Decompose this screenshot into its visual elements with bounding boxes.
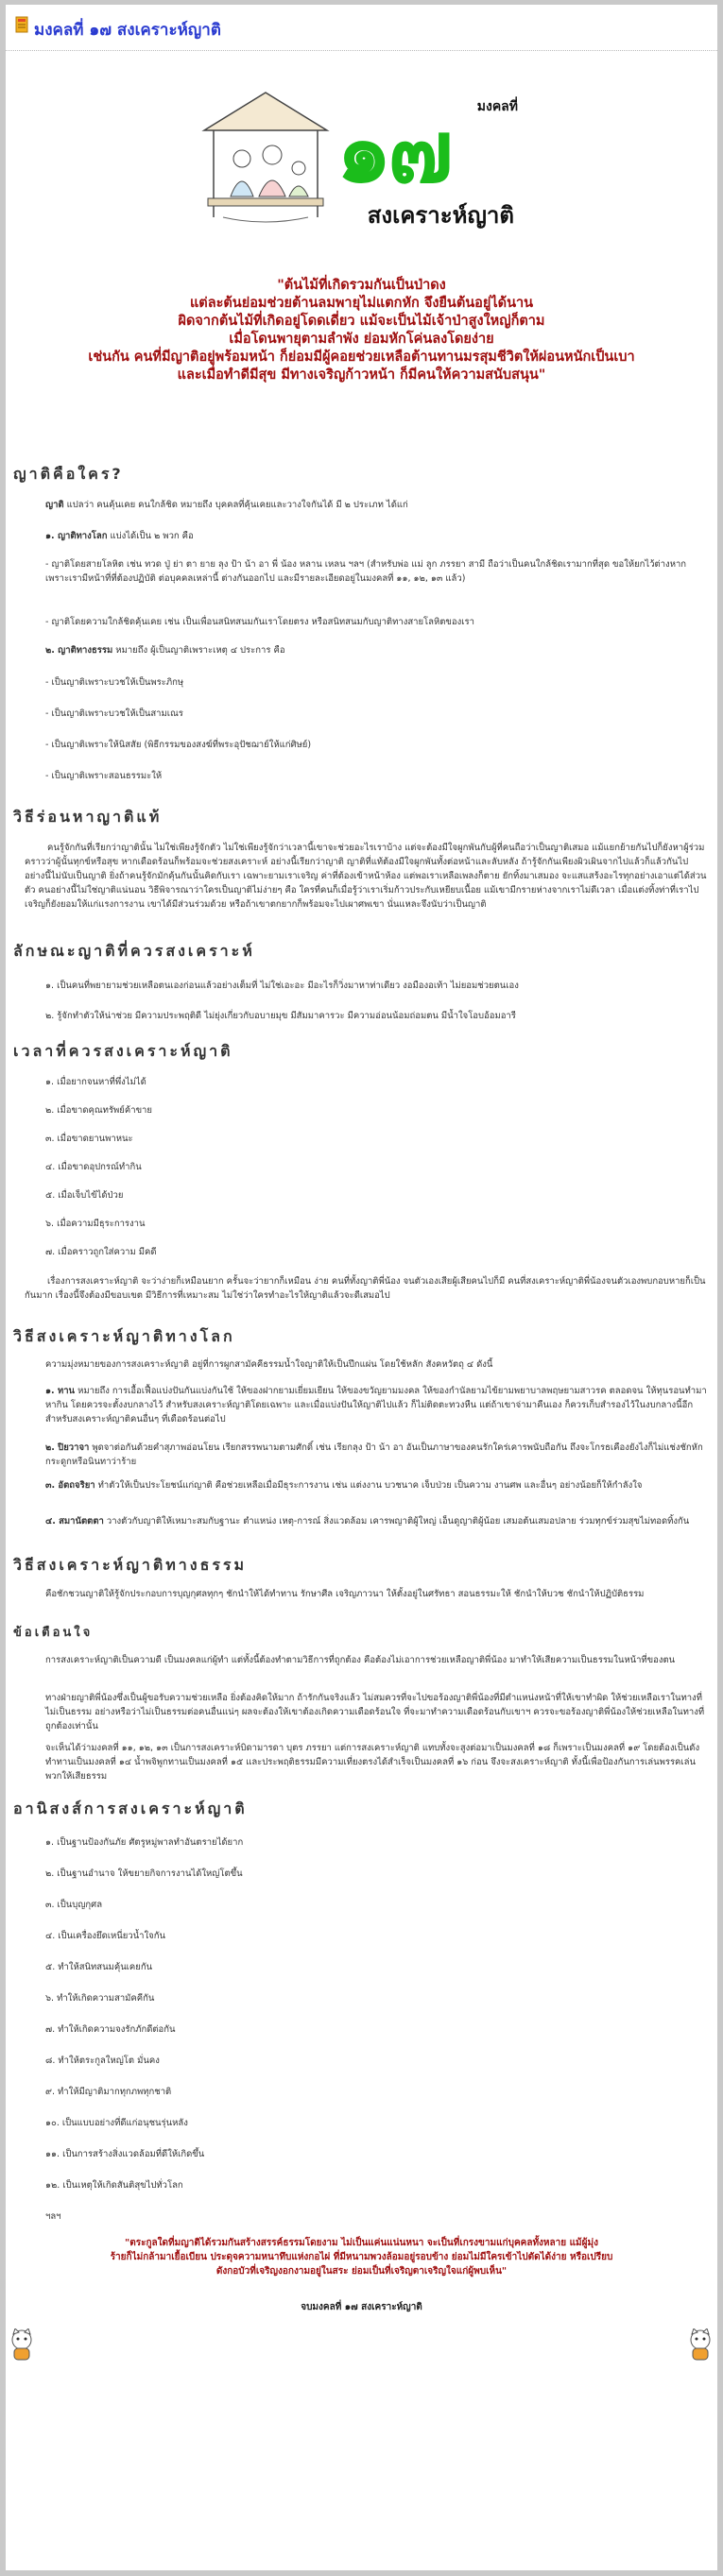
- text: หมายถึง การเอื้อเฟื้อแบ่งปันกันแบ่งกันใช้ ให้ของฝากยามเยี่ยมเยียน ให้ของขวัญยามมงคล ให้ของกำนัลยามไข้ยามพยาบาลพฤษยามสาวรค ตลอดจน ให้ทุนรอนทำมาหากิน โดยควรจะตั้งงบกลางไว้ สำหรับสงเคราะห์ญาติโดยเฉพาะ และเมื่อแบ่งปันให้ญาติไปแล้ว ก็ไม่ติดตะทวงหืน แต่ถ้าเขาจ่ามาคืนเอง ก็ควรเก็บสำรองไว้ในงบกลางนี้อีก สำหรับสงเคราะห์ญาติคนอื่นๆ ที่เดือดร้อนต่อไป: [45, 1386, 707, 1424]
- list-item: ๑. เป็นคนที่พยายามช่วยเหลือตนเองก่อนแล้วอย่างเต็มที่ ไม่ใช่เอะอะ มีอะไรก็วิ่งมาหาท่าเดียว งอมืองอเท้า ไม่ยอมช่วยตนเอง: [45, 981, 519, 991]
- quote-line: เช่นกัน คนที่มีญาติอยู่พร้อมหน้า ก็ย่อมมีผู้คอยช่วยเหลือต้านทานมรสุมชีวิตให้ผ่อนหนักเป็นเบา: [88, 350, 635, 365]
- section-heading: ลักษณะญาติที่ควรสงเคราะห์: [13, 942, 255, 960]
- paragraph: เรื่องการสงเคราะห์ญาติ จะว่าง่ายก็เหมือนยาก ครั้นจะว่ายากก็เหมือน ง่าย คนที่ทั้งญาติพี่น้อง จนตัวเองเสียผู้เสียคนไปก็มี คนที่สงเคราะห์ญาติพี่น้องจนตัวเองพบกอบหายก็เป็นกันมาก เรื่องนี้จึงต้องมีขอบเขต มีวิธีการที่เหมาะสม ไม่ใช่ว่าใครทำอะไรให้ญาติแล้วจะดีเสมอไป: [25, 1276, 706, 1301]
- list-item: ๑๒. เป็นเหตุให้เกิดสันติสุขไปทั่วโลก: [45, 2180, 183, 2191]
- paragraph: [45, 498, 707, 512]
- paragraph: - ญาติโดยสายโลหิต เช่น ทวด ปู่ ย่า ตา ยาย ลุง ป้า น้า อา พี่ น้อง หลาน เหลน ฯลฯ (สำหรับพ่อ แม่ ลูก ภรรยา สามี ถือว่าเป็นคนใกล้ชิดเรามากที่สุด ขอให้ยกไว้ต่างหาก เพราะเรามีหน้าที่ที่ต้องปฏิบัติ ต่อบุคคลเหล่านี้ ต่างกันออกไป และมีรายละเอียดอยู่ในมงคลที่ ๑๑, ๑๒, ๑๓ แล้ว): [45, 559, 687, 584]
- closing-quote: [6, 2236, 717, 2278]
- list-item: ๑. เป็นฐานป้องกันภัย ศัตรูหมู่พาลทำอันตรายได้ยาก: [45, 1837, 244, 1848]
- quote-line: ดังกอบัวที่เจริญงอกงามอยู่ในสระ ย่อมเป็นที่เจริญตาเจริญใจแก่ผู้พบเห็น": [215, 2266, 508, 2277]
- list-item: - เป็นญาติเพราะให้นิสสัย (พิธีกรรมของสงฆ์ที่พระอุปัชฌาย์ให้แก่ศิษย์): [45, 740, 312, 750]
- term: ๔. สมานัตตตา: [45, 1516, 104, 1527]
- title-bar: [6, 5, 717, 51]
- text: วางตัวกับญาติให้เหมาะสมกับฐานะ ตำแหน่ง เหตุ-การณ์ สิ่งแวดล้อม เคารพญาติผู้ใหญ่ เอ็นดูญาติผู้น้อย เสมอต้นเสมอปลาย ร่วมทุกข์ร่วมสุขไม่ทอดทิ้งกัน: [103, 1516, 690, 1527]
- list-item: ๓. เมื่อขาดยานพาหนะ: [45, 1134, 133, 1144]
- family-illustration: [195, 85, 336, 231]
- text: แปลว่า คนคุ้นเคย คนใกล้ชิด หมายถึง บุคคลที่คุ้นเคยและวางใจกันได้ มี ๒ ประเภท ได้แก่: [63, 500, 408, 510]
- quote-line: เมื่อโดนพายุตามลำพัง ย่อมหักโค่นลงโดยง่าย: [229, 332, 494, 347]
- page: [6, 5, 717, 2570]
- list-item: ๗. ทำให้เกิดความจงรักภักดีต่อกัน: [45, 2024, 176, 2035]
- list-item: ๕. เมื่อเจ็บไข้ได้ป่วย: [45, 1190, 124, 1201]
- quote-line: และเมื่อทำดีมีสุข มีทางเจริญก้าวหน้า ก็มีคนให้ความสนับสนุน": [177, 367, 546, 383]
- section-heading: วิธีร่อนหาญาติแท้: [13, 808, 163, 826]
- banner-number: ๑๗: [336, 100, 450, 202]
- list-item: ๑๐. เป็นแบบอย่างที่ดีแก่อนุชนรุ่นหลัง: [45, 2118, 188, 2128]
- term: ๒. ญาติทางธรรม: [45, 645, 113, 656]
- paragraph: [45, 1478, 707, 1493]
- list-item: ๔. เมื่อขาดอุปกรณ์ทำกิน: [45, 1162, 142, 1172]
- list-item: ๕. ทำให้สนิทสนมคุ้นเคยกัน: [45, 1962, 153, 1972]
- end-line: จบมงคลที่ ๑๗ สงเคราะห์ญาติ: [301, 2302, 422, 2312]
- paragraph: จะเห็นได้ว่ามงคลที่ ๑๑, ๑๒, ๑๓ เป็นการสงเคราะห์บิดามารดา บุตร ภรรยา แต่การสงเคราะห์ญาติ แทบทั้งจะสูงต่อมาเป็นมงคลที่ ๑๘ ก็เพราะเป็นมงคลที่ ๑๙ โดยต้องเป็นดังทำทานเป็นมงคลที่ ๑๔ น้ำพจิพูกทานเป็นมงคลที่ ๑๕ และประพฤติธรรมมีความเที่ยงตรงได้สำเร็จเป็นมงคลที่ ๑๖ ก่อน จึงจะสงเคราะห์ญาติ ทั้งนี้เพื่อป้องกันการเล่นพรรคเล่นพวกให้เสียธรรม: [45, 1743, 700, 1782]
- banner-caption-bottom: สงเคราะห์ญาติ: [367, 202, 514, 229]
- list-item: ๒. เป็นฐานอำนาจ ให้ขยายกิจการงานได้ใหญ่โตขึ้น: [45, 1868, 243, 1879]
- text: แบ่งได้เป็น ๒ พวก คือ: [107, 531, 194, 541]
- list-item: - เป็นญาติเพราะบวชให้เป็นสามเณร: [45, 708, 183, 719]
- cat-mascot-icon: [686, 2329, 714, 2361]
- paragraph: ความมุ่งหมายของการสงเคราะห์ญาติ อยู่ที่การผูกสามัคคีธรรมน้ำใจญาติให้เป็นปึกแผ่น โดยใช้หลัก สังคหวัตถุ ๔ ดังนี้: [45, 1359, 493, 1370]
- paragraph: ทางฝ่ายญาติพี่น้องซึ่งเป็นผู้ขอรับความช่วยเหลือ ยิ่งต้องคิดให้มาก ถ้ารักกันจริงแล้ว ไม่สมควรที่จะไปขอร้องญาติพี่น้องที่มีตำแหน่งหน้าที่ให้เขาทำผิด ให้ช่วยเหลือเราในทางที่ไม่เป็นธรรม อย่างหรือว่าไม่เป็นธรรมต่อคนอื่นแน่ๆ ผลจะต้องให้เขาต้องเกิดความเดือดร้อนใจ ที่จะมาทำความเดือดร้อนกับเขาฯ ควรจะขอร้องญาติพี่น้องให้ช่วยเหลือในทางที่ถูกต้องเท่านั้น: [45, 1693, 705, 1732]
- paragraph: [45, 1441, 707, 1469]
- list-item: ๘. ทำให้ตระกูลใหญ่โต มั่นคง: [45, 2056, 160, 2066]
- list-item: ๓. เป็นบุญกุศล: [45, 1900, 103, 1910]
- quote-line: "ต้นไม้ที่เกิดรวมกันเป็นป่าดง: [277, 278, 446, 293]
- quote-line: "ตระกูลใดที่มญาติได้รวมกันสร้างสรรค์ธรรมโดยงาม ไม่เป็นแค่นแน่นหนา จะเป็นที่เกรงขามแก่บุคคลทั้งหลาย แม้ผู้มุ่ง: [125, 2238, 598, 2248]
- paragraph: [45, 643, 707, 657]
- list-item: ๒. เมื่อขาดคุณทรัพย์ค้าขาย: [45, 1105, 152, 1116]
- section-heading: ญาติคือใคร?: [13, 465, 124, 483]
- term: ๑. ญาติทางโลก: [45, 531, 108, 541]
- list-item: ๑. เมื่อยากจนหาที่พึ่งไม่ได้: [45, 1077, 146, 1087]
- section-heading: ข้อเตือนใจ: [13, 1626, 94, 1640]
- paragraph: [45, 529, 707, 543]
- book-icon: [15, 16, 28, 33]
- list-item: ๙. ทำให้มีญาติมากทุกภพทุกชาติ: [45, 2087, 172, 2097]
- section-heading: อานิสงส์การสงเคราะห์ญาติ: [13, 1800, 248, 1817]
- list-item: - เป็นญาติเพราะบวชให้เป็นพระภิกษุ: [45, 677, 184, 688]
- paragraph: คนรู้จักกันที่เรียกว่าญาตินั้น ไม่ใช่เพียงรู้จักตัว ไม่ใช่เพียงรู้จักว่าเวลานี้เขาจะช่วยอะไรเราบ้าง แต่จะต้องมีใจผูกพันกับผู้ที่คนถือว่าเป็นญาติเสมอ แม้แยกย้ายกันไปก็ยังหาผู้ร่วมคราวว่าผู้นั้นทุกข์หรือสุข หากเดือดร้อนก็พร้อมจะช่วยสงเคราะห์ อย่างนี้เรียกว่าญาติ ญาติที่แท้ต้องมีใจผูกพันทั้งต่อหน้าและลับหลัง ถ้ารู้จักกันเพียงผิวเผินจากไปแล้วก็แล้วกันไป อย่างนี้ไม่นับเป็นญาติ ยิ่งถ้าคนรู้จักมักคุ้นกันนั้นคิดกับเรา เฉพาะยามเราเจริญ ค่าที่ต้องเข้าหน้าห้อง แต่พอเราเหลือเพลงก็ตาย ยักทิ้งมาเสมอง จะแสแสร้งอะไรทุกอย่างเอาแต่ได้ส่วนตัว คนอย่างนี้ไม่ใช่ญาติแน่นอน วิธีพิจารณาว่าใครเป็นญาติไม่ง่ายๆ คือ ใครที่คนก็เมื่อรู้ว่าเราเริ่มก้าวประกับเหยียบเนื้อย แม้เขามีกรายห่างจากเราไม่ดีเวลา เมื่อแต่งทิ้งท่าที่เราไปเจริญก็ยังยอมให้แก่แรงการงาน เขาได้มีส่วนร่วมด้วย หรือถ้าเขาตกยากก็พร้อมจะไปเผาศพเขา นั่นแหละจึงนับว่าเป็นญาติ: [25, 843, 707, 910]
- list-item: - เป็นญาติเพราะสอนธรรมะให้: [45, 771, 163, 781]
- text: พูดจาต่อกันด้วยคำสุภาพอ่อนโยน เรียกสรรพนามตามศักดิ์ เช่น เรียกลุง ป้า น้า อา อันเป็นภาษาของคนรักใคร่เคารพนับถือกัน ถึงจะโกรธเคืองยังไงก็ไม่แช่งชักหักกระดูกหรือนินทาว่าร้าย: [45, 1442, 703, 1467]
- banner: [195, 85, 527, 236]
- term: ๓. อัตถจริยา: [45, 1480, 95, 1491]
- paragraph: [45, 1384, 707, 1426]
- section-heading: วิธีสงเคราะห์ญาติทางธรรม: [13, 1556, 248, 1574]
- term: ๑. ทาน: [45, 1386, 76, 1396]
- list-item: ๔. เป็นเครื่องยึดเหนี่ยวน้ำใจกัน: [45, 1931, 165, 1941]
- list-item: ๖. เมื่อความมีธุระการงาน: [45, 1219, 146, 1229]
- text: หมายถึง ผู้เป็นญาติเพราะเหตุ ๔ ประการ คือ: [112, 645, 285, 656]
- list-item: ๗. เมื่อคราวถูกใส่ความ มีคดี: [45, 1247, 157, 1257]
- paragraph: คือชักชวนญาติให้รู้จักประกอบการบุญกุศลทุกๆ ชักนำให้ได้ทำทาน รักษาศีล เจริญภาวนา ให้ตั้งอยู่ในศรัทธา สอนธรรมะให้ ชักนำให้บวช ชักนำให้ปฏิบัติธรรม: [45, 1589, 645, 1599]
- section-heading: เวลาที่ควรสงเคราะห์ญาติ: [13, 1042, 233, 1060]
- section-heading: วิธีสงเคราะห์ญาติทางโลก: [13, 1327, 235, 1345]
- list-item: ๖. ทำให้เกิดความสามัคคีกัน: [45, 1993, 155, 2004]
- page-title: มงคลที่ ๑๗ สงเคราะห์ญาติ: [34, 21, 221, 40]
- list-item: ๑๑. เป็นการสร้างสิ่งแวดล้อมที่ดีให้เกิดขึ้น: [45, 2149, 205, 2159]
- paragraph: [45, 1514, 707, 1528]
- list-item: ฯลฯ: [45, 2211, 61, 2222]
- term: ญาติ: [45, 500, 64, 510]
- term: ๒. ปิยวาจา: [45, 1442, 90, 1453]
- quote-line: แต่ละต้นย่อมช่วยต้านลมพายุไม่แตกหัก จึงยืนต้นอยู่ได้นาน: [189, 296, 534, 311]
- quote-line: ผิดจากต้นไม้ที่เกิดอยู่โดดเดี่ยว แม้จะเป็นไม้เจ้าป่าสูงใหญ่ก็ตาม: [178, 314, 545, 329]
- text: ทำตัวให้เป็นประโยชน์แก่ญาติ คือช่วยเหลือเมื่อมีธุระการงาน เช่น แต่งงาน บวชนาค เจ็บป่วย เป็นความ งานศพ และอื่นๆ อย่างน้อยก็ให้กำลังใจ: [95, 1480, 643, 1491]
- banner-caption-top: มงคลที่: [476, 99, 518, 114]
- paragraph: - ญาติโดยความใกล้ชิดคุ้นเคย เช่น เป็นเพื่อนสนิทสนมกันเราโดยตรง หรือสนิทสนมกับญาติทางสายโลหิตของเรา: [45, 617, 474, 627]
- opening-quote: [6, 277, 717, 384]
- list-item: ๒. รู้จักทำตัวให้น่าช่วย มีความประพฤติดี ไม่ยุ่งเกี่ยวกับอบายมุข มีสัมมาคารวะ มีความอ่อนน้อมถ่อมตน มีน้ำใจโอบอ้อมอารี: [45, 1011, 516, 1021]
- cat-mascot-icon: [8, 2329, 36, 2361]
- paragraph: การสงเคราะห์ญาติเป็นความดี เป็นมงคลแก่ผู้ทำ แต่ทั้งนี้ต้องทำตามวิธีการที่ถูกต้อง คือต้องไม่เอาการช่วยเหลือญาติพี่น้อง มาทำให้เสียความเป็นธรรมในหน้าที่ของตน: [45, 1655, 676, 1665]
- quote-line: ร้ายก็ไม่กล้ามาเยื้อเบียน ประดุจความหนาทึบแห่งกอไผ่ ที่มีหนามพวงล้อมอยู่รอบข้าง ย่อมไม่มีใครเข้าไปตัดได้ง่าย หรือเปรียบ: [110, 2252, 613, 2262]
